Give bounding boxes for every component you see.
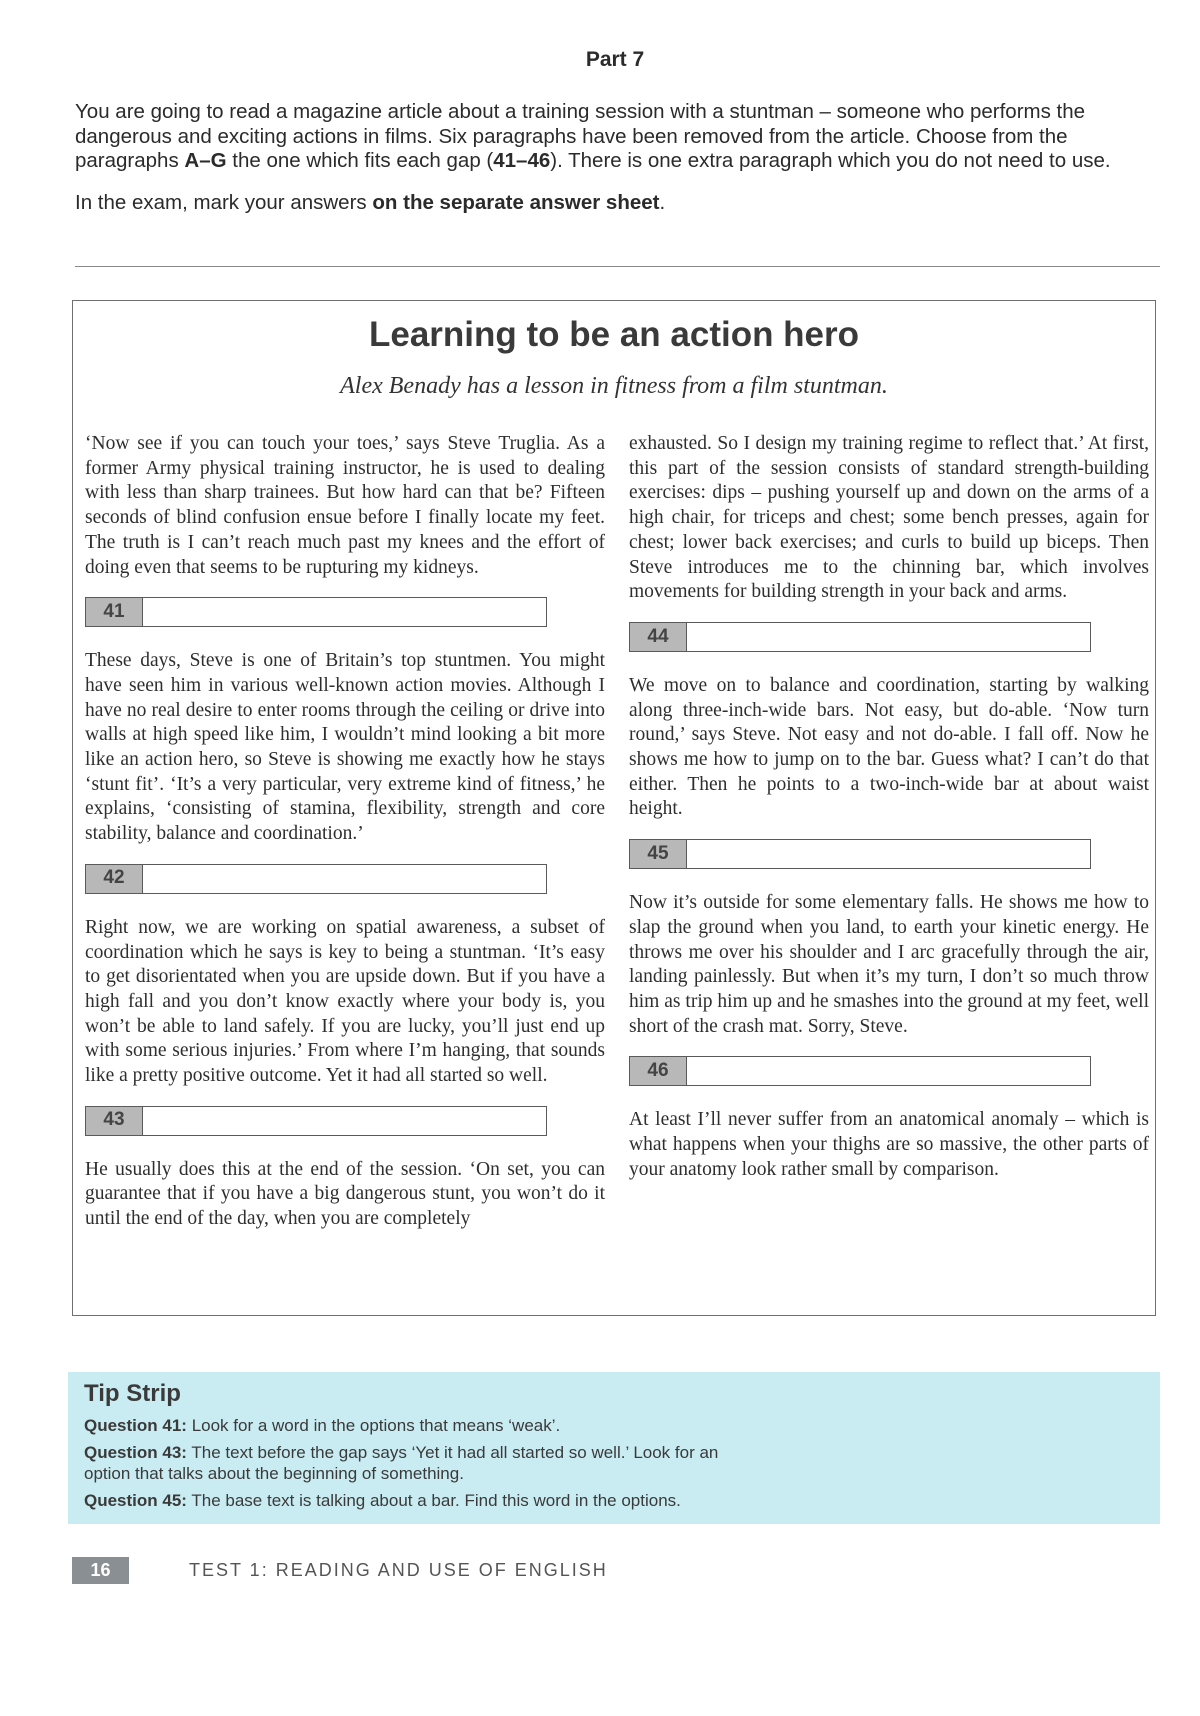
footer-running-title: TEST 1: READING AND USE OF ENGLISH (189, 1560, 608, 1580)
tip-strip-title: Tip Strip (84, 1380, 181, 1407)
instructions-text: ). There is one extra paragraph which you do not need to use. (550, 149, 1111, 172)
gap-answer-area[interactable] (143, 865, 546, 893)
gap-number: 46 (630, 1057, 687, 1085)
gap-41[interactable] (85, 597, 547, 627)
article-paragraph: We move on to balance and coordination, starting by walking along three-inch-wide bars. Not easy, but do-able. ‘Now turn round,’ says Steve. Not easy and not do-able. I fall off. Now he shows me how to jump on to the bar. Guess what? I can’t do that either. Then he points to a two-inch-wide bar at about waist height. (629, 674, 1149, 820)
article-subtitle: Alex Benady has a lesson in fitness from a film stuntman. (340, 373, 888, 399)
gap-answer-area[interactable] (687, 840, 1090, 868)
gap-number: 44 (630, 623, 687, 651)
gap-46[interactable] (629, 1056, 1091, 1086)
gap-44[interactable] (629, 622, 1091, 652)
tip-question-41 (84, 1415, 764, 1436)
answer-sheet-emphasis: on the separate answer sheet (372, 190, 660, 214)
gap-answer-area[interactable] (687, 623, 1090, 651)
article-paragraph: These days, Steve is one of Britain’s top stuntmen. You might have seen him in various well-known action movies. Although I have no real desire to enter rooms through the ceiling or drive into walls at high speed like him, I wouldn’t mind looking a bit more like an action hero, so Steve is showing me exactly how he stays ‘stunt fit’. ‘It’s a very particular, very extreme kind of fitness,’ he explains, ‘consisting of stamina, flexibility, strength and core stability, balance and coordination.’ (85, 650, 605, 845)
tip-label: Question 45: (84, 1491, 187, 1510)
instructions-paragraph (75, 100, 1135, 174)
gap-range: 41–46 (493, 149, 551, 172)
article-column-right (629, 432, 1149, 1182)
instructions-text: . (659, 190, 666, 214)
gap-answer-area[interactable] (143, 1107, 546, 1135)
article-paragraph: Now it’s outside for some elementary falls. He shows me how to slap the ground when you land, to earth your kinetic energy. He throws me over his shoulder and I arc gracefully through the air, landing painlessly. But when it’s my turn, I don’t so much throw him as trip him up and he smashes into the ground at my feet, well short of the crash mat. Sorry, Steve. (629, 892, 1149, 1037)
gap-45[interactable] (629, 839, 1091, 869)
tip-label: Question 43: (84, 1443, 187, 1462)
article-paragraph: He usually does this at the end of the session. ‘On set, you can guarantee that if you have a big dangerous stunt, you won’t do it until the end of the day, when you are completely (85, 1158, 605, 1230)
gap-answer-area[interactable] (687, 1057, 1090, 1085)
tip-label: Question 41: (84, 1416, 187, 1435)
exam-instruction (75, 191, 1135, 216)
tip-question-43 (84, 1442, 764, 1484)
article-box (72, 300, 1156, 1316)
article-column-left (85, 432, 605, 1232)
instructions-text: the one which fits each gap ( (226, 149, 494, 172)
instructions-text: In the exam, mark your answers (75, 190, 373, 214)
article-paragraph: exhausted. So I design my training regime to reflect that.’ At first, this part of the session consists of standard strength-building exercises: dips – pushing yourself up and down on the arms of a high chair, for triceps and chest; some bench presses, again for chest; lower back exercises; and curls to build up biceps. Then Steve introduces me to the chinning bar, which involves movements for building strength in your back and arms. (629, 433, 1149, 603)
divider (75, 266, 1160, 267)
tip-text: The base text is talking about a bar. Find this word in the options. (186, 1491, 681, 1510)
gap-42[interactable] (85, 864, 547, 894)
page-number: 16 (72, 1557, 129, 1584)
gap-number: 45 (630, 840, 687, 868)
tip-strip (68, 1372, 1160, 1524)
instructions-text: You are going to read a magazine article about a training session with a stuntman – someone who performs the dangerous and exciting actions in films. Six paragraphs have been removed from the article. Choose from the paragraphs (75, 100, 1086, 172)
article-paragraph: ‘Now see if you can touch your toes,’ says Steve Truglia. As a former Army physical training instructor, he is used to dealing with less than sharp trainees. But how hard can that be? Fifteen seconds of blind confusion ensue before I finally locate my feet. The truth is I can’t reach much past my knees and the effort of doing even that seems to be rupturing my kidneys. (85, 433, 605, 578)
paragraph-range: A–G (184, 149, 227, 172)
part-title: Part 7 (585, 48, 645, 71)
article-title: Learning to be an action hero (368, 315, 860, 354)
gap-number: 41 (86, 598, 143, 626)
gap-number: 43 (86, 1107, 143, 1135)
gap-answer-area[interactable] (143, 598, 546, 626)
instructions (75, 100, 1135, 215)
tip-question-45 (84, 1490, 764, 1511)
tip-text: The text before the gap says ‘Yet it had all started so well.’ Look for an option that talks about the beginning of something. (84, 1443, 719, 1483)
tip-text: Look for a word in the options that means ‘weak’. (186, 1416, 561, 1435)
article-paragraph: At least I’ll never suffer from an anatomical anomaly – which is what happens when your thighs are so massive, the other parts of your anatomy look rather small by comparison. (629, 1109, 1149, 1180)
page-footer (72, 1557, 608, 1584)
article-paragraph: Right now, we are working on spatial awareness, a subset of coordination which he says is key to being a stuntman. ‘It’s easy to get disorientated when you are upside down. But if you have a high fall and you don’t know exactly where your body is, you won’t be able to land safely. If you are lucky, you’ll just end up with some serious injuries.’ From where I’m hanging, that sounds like a pretty positive outcome. Yet it had all started so well. (85, 916, 605, 1087)
gap-number: 42 (86, 865, 143, 893)
gap-43[interactable] (85, 1106, 547, 1136)
